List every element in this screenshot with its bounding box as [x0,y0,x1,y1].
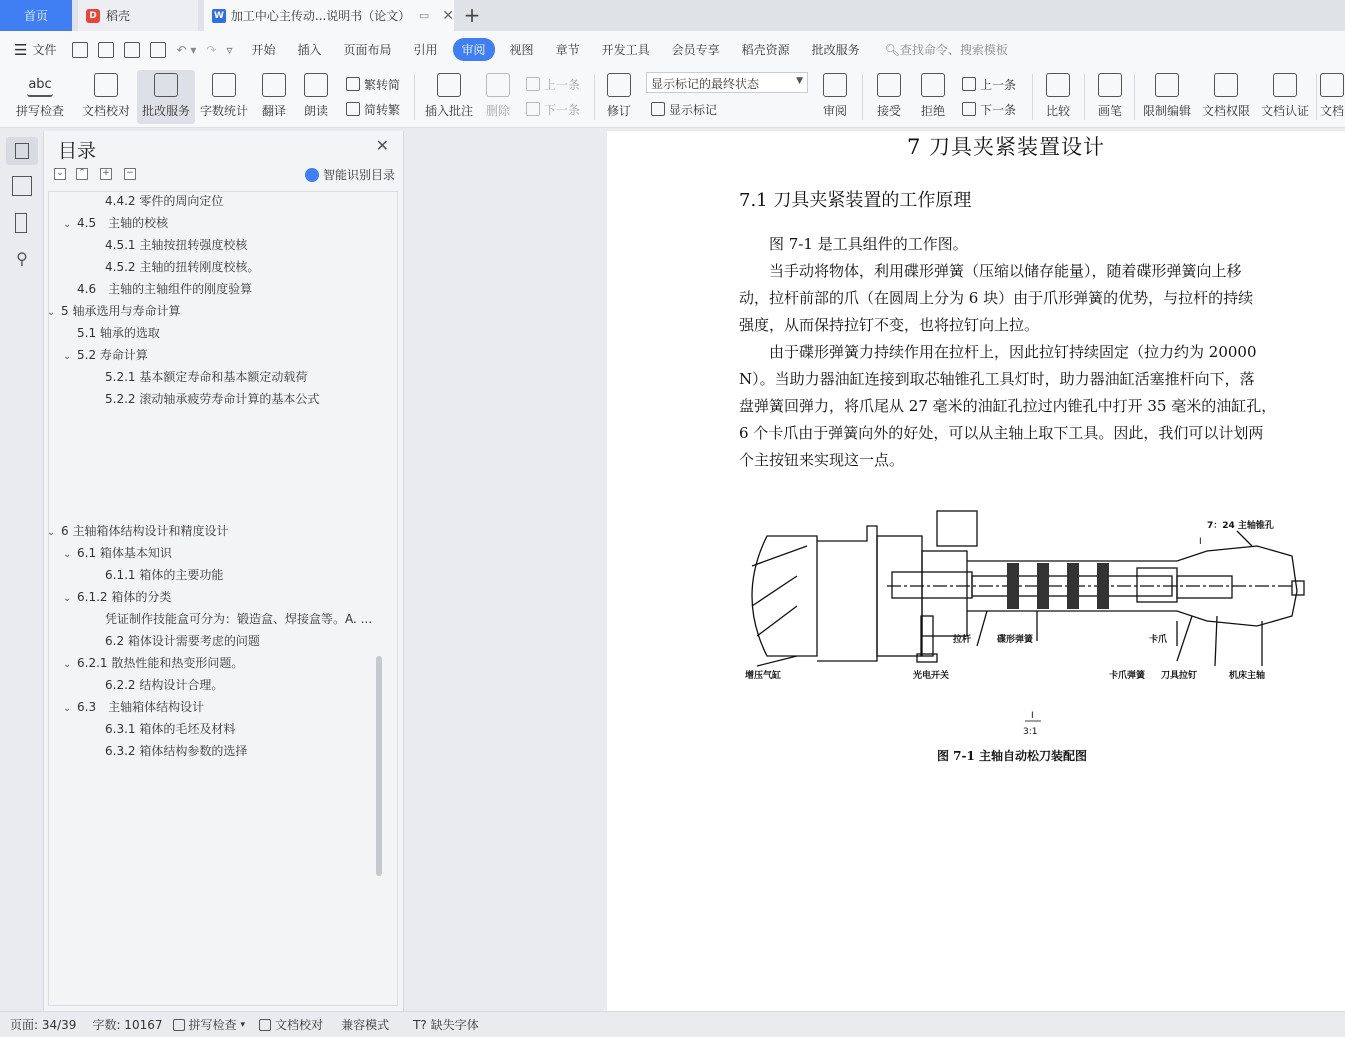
delete-comment-label: 删除 [485,104,510,118]
pen-button[interactable] [1090,70,1130,124]
menu-bar [0,31,1345,68]
menu-layout[interactable]: 页面布局 [343,43,392,57]
chevron-down-icon[interactable]: ⌄ [63,703,72,714]
expand-all-icon[interactable]: ⌃ [76,168,88,180]
label-tool-pin: 刀具拉钉 [1161,671,1198,681]
missing-font-status[interactable] [413,1016,479,1033]
chevron-down-icon[interactable]: ⌄ [63,659,72,670]
toc-item[interactable] [105,676,223,694]
doc-cert-button[interactable] [1258,70,1312,124]
read-aloud-icon [304,73,328,97]
toc-scrollbar[interactable] [376,656,382,876]
simplified-to-traditional-label: 简转繁 [364,102,401,117]
label-taper-hole: 7：24 主轴锥孔 [1207,521,1274,531]
toc-list [48,191,398,1006]
spindle-assembly-figure [737,506,1317,726]
toc-item[interactable] [47,522,228,540]
menu-view[interactable]: 视图 [509,43,534,57]
next-comment-button[interactable] [526,99,580,119]
toc-item-label: 6.1.1 箱体的主要功能 [105,568,224,582]
section-heading: 7.1 刀具夹紧装置的工作原理 [739,190,972,211]
toc-item-label: 4.5.2 主轴的扭转刚度校核。 [105,260,260,274]
paragraph-line: 盘弹簧回弹力，将爪尾从 27 毫米的油缸孔拉过内锥孔中打开 35 毫米的油缸孔， [739,397,1277,415]
toc-pane-button[interactable] [6,137,38,165]
toc-item[interactable] [105,742,247,760]
word-count-icon [212,73,236,97]
compat-mode-label: 兼容模式 [341,1018,390,1032]
bookmark-icon[interactable] [15,213,27,233]
next-comment-icon [526,102,540,116]
chapter-heading: 7 刀具夹紧装置设计 [907,135,1106,159]
label-claw: 卡爪 [1149,635,1168,645]
toc-item-label: 5 轴承选用与寿命计算 [61,304,181,318]
document-background [404,131,607,1011]
reject-icon [921,73,945,97]
document-page [607,131,1345,1011]
document-icon [1320,73,1344,97]
spell-check-status[interactable] [173,1016,246,1033]
smart-toc-label: 智能识别目录 [322,168,395,182]
toc-item[interactable] [105,236,247,254]
doc-permission-label: 文档权限 [1201,104,1250,118]
menu-devtools[interactable]: 开发工具 [601,43,650,57]
word-count-label: 字数统计 [199,104,248,118]
toc-item-label: 6.3.1 箱体的毛坯及材料 [105,722,236,736]
menu-insert[interactable]: 插入 [297,43,322,57]
ribbon-separator [1084,74,1085,120]
spindle-assembly-drawing [737,506,1317,726]
prev-comment-icon [526,77,540,91]
compare-label: 比较 [1045,104,1070,118]
prev-change-label: 上一条 [980,77,1017,92]
ribbon-separator [1316,74,1317,120]
word-count-indicator-label: 字数: 10167 [92,1018,163,1032]
restrict-edit-label: 限制编辑 [1142,104,1191,118]
tab-bar [0,0,1345,31]
search-icon: 🔍︎ [884,43,900,57]
collapse-all-icon[interactable]: ⌄ [54,168,66,180]
prev-comment-label: 上一条 [544,77,581,92]
toc-item-label: 6.3.2 箱体结构参数的选择 [105,744,248,758]
show-markup-button[interactable] [651,99,717,119]
spell-check-status-label: 拼写检查 [188,1018,237,1032]
prev-change-button[interactable] [962,74,1016,94]
toc-item-label: 6.2.1 散热性能和热变形问题。 [77,656,244,670]
tab-home-label: 首页 [23,9,48,23]
ribbon-separator [862,74,863,120]
page-indicator[interactable] [10,1016,76,1033]
toc-title: 目录 [58,140,97,162]
doc-more-button[interactable] [1320,70,1345,124]
toc-item[interactable] [105,368,307,386]
pen-icon [1098,73,1122,97]
translate-label: 翻译 [261,104,286,118]
paragraph-line: 由于碟形弹簧力持续作用在拉杆上，因此拉钉持续固定（拉力约为 20000 [739,343,1257,361]
traditional-to-simplified-button[interactable] [346,74,400,94]
show-markup-icon [651,102,665,116]
grading-service-button[interactable] [137,70,195,124]
help-icon: T? [413,1017,427,1032]
ribbon-separator [414,74,415,120]
word-count-indicator[interactable] [92,1016,162,1033]
ribbon-separator [1134,74,1135,120]
spell-check-button[interactable] [8,70,72,124]
chevron-down-icon[interactable]: ⌄ [63,219,72,230]
add-heading-icon[interactable]: + [100,168,112,180]
paragraph-line: 图 7-1 是工具组件的工作图。 [739,235,968,253]
tab-document[interactable] [204,0,454,31]
revise-button[interactable] [600,70,638,124]
scale-ratio: 3:1 [1023,727,1038,737]
toc-icon [15,143,29,159]
chevron-down-icon[interactable]: ⌄ [47,527,56,538]
paragraph-line: 当手动将物体，利用碟形弹簧（压缩以储存能量），随着碟形弹簧向上移 [739,262,1242,280]
certificate-icon [1273,73,1297,97]
status-bar [0,1011,1345,1037]
toc-item[interactable] [105,610,372,628]
toc-item[interactable] [77,324,160,342]
traditional-to-simplified-label: 繁转简 [364,77,401,92]
smart-toc-button[interactable] [305,166,395,183]
label-scale-top: Ⅰ [1031,711,1034,721]
command-search[interactable] [885,41,1008,58]
label-roman-one: Ⅰ [1199,537,1202,547]
new-tab-button[interactable]: + [463,3,481,27]
simplified-to-traditional-button[interactable] [346,99,400,119]
doc-proof-icon [94,73,118,97]
doc-cert-label: 文档认证 [1260,104,1309,118]
chevron-down-icon: ▾ [240,1019,246,1030]
toc-item[interactable] [63,214,168,232]
paragraph-line: 强度，从而保持拉钉不变，也将拉钉向上拉。 [739,316,1040,334]
next-change-button[interactable] [962,99,1016,119]
chevron-down-icon[interactable]: ⌄ [63,593,72,604]
toc-item[interactable] [105,192,223,210]
revise-icon [607,73,631,97]
doc-proof-status[interactable] [259,1016,323,1033]
toc-item-label: 6.2.2 结构设计合理。 [105,678,224,692]
figure-caption: 图 7-1 主轴自动松刀装配图 [937,749,1088,763]
markup-state-select[interactable] [646,72,808,93]
reject-button[interactable] [914,70,952,124]
toc-item[interactable] [105,390,319,408]
read-aloud-label: 朗读 [303,104,328,118]
toc-item-label: 6.2 箱体设计需要考虑的问题 [105,634,260,648]
revise-label: 修订 [606,104,631,118]
toc-item[interactable] [77,280,252,298]
insert-comment-button[interactable] [422,70,476,124]
menu-file[interactable]: 文件 [32,43,57,57]
doc-proof-status-label: 文档校对 [275,1018,324,1032]
next-comment-label: 下一条 [544,102,581,117]
toc-item-label: 凭证制作技能盒可分为：锻造盒、焊接盒等。A. ... [105,612,373,626]
docer-logo-icon: D [86,9,100,23]
command-search-placeholder: 查找命令、搜索模板 [899,43,1008,57]
prev-change-icon [962,77,976,91]
word-count-button[interactable] [198,70,250,124]
paragraph-line: 个主按钮来实现这一点。 [739,451,905,469]
accept-button[interactable] [870,70,908,124]
accept-icon [877,73,901,97]
spell-check-icon: abc [27,75,53,97]
toc-item-label: 4.4.2 零件的周向定位 [105,194,224,208]
menu-chapter[interactable]: 章节 [555,43,580,57]
compare-button[interactable] [1038,70,1078,124]
menu-reference[interactable]: 引用 [413,43,438,57]
doc-proof-button[interactable] [76,70,136,124]
navigation-icon[interactable] [12,176,32,196]
permission-icon [1214,73,1238,97]
label-pull-rod: 拉杆 [953,635,972,645]
close-icon[interactable]: ✕ [375,136,389,155]
smart-toc-icon [305,168,319,182]
remove-heading-icon[interactable]: − [124,168,136,180]
toc-item[interactable] [63,654,243,672]
convert-icon [346,102,360,116]
toc-item-label: 6.1.2 箱体的分类 [77,590,172,604]
paragraph-line: 动，拉杆前部的爪（在圆周上分为 6 块）由于爪形弹簧的优势，与拉杆的持续 [739,289,1254,307]
restrict-edit-button[interactable] [1140,70,1194,124]
search-icon[interactable]: ⚲ [16,249,28,268]
label-boost-cylinder: 增压气缸 [745,671,782,681]
prev-comment-button[interactable] [526,74,580,94]
label-disc-spring: 碟形弹簧 [997,635,1034,645]
toc-item-label: 5.2.2 滚动轴承疲劳寿命计算的基本公式 [105,392,320,406]
close-tab-icon[interactable]: ✕ [442,7,454,24]
export-icon[interactable] [98,42,114,58]
save-icon[interactable] [72,42,88,58]
review-pane-icon [823,73,847,97]
preview-icon[interactable] [150,42,166,58]
undo-icon[interactable]: ↶ ▾ [176,42,197,57]
spell-check-label: 拼写检查 [15,104,64,118]
toc-item-label: 6 主轴箱体结构设计和精度设计 [61,524,229,538]
accept-label: 接受 [876,104,901,118]
translate-button[interactable] [255,70,293,124]
grading-service-label: 批改服务 [141,104,190,118]
delete-comment-icon [486,73,510,97]
tab-docer-label: 稻壳 [106,9,131,23]
left-rail [0,131,44,1011]
label-claw-spring: 卡爪弹簧 [1109,671,1146,681]
chevron-down-icon[interactable]: ⌄ [63,549,72,560]
chevron-down-icon[interactable]: ⌄ [63,351,72,362]
toc-item[interactable] [63,544,172,562]
next-change-icon [962,102,976,116]
doc-more-label: 文档 [1320,104,1345,118]
toc-item-label: 6.1 箱体基本知识 [77,546,172,560]
toc-item[interactable] [105,632,260,650]
toc-item[interactable] [47,302,180,320]
toc-item[interactable] [105,566,223,584]
chevron-down-icon[interactable]: ⌄ [47,307,56,318]
toc-item[interactable] [105,258,259,276]
window-icon[interactable]: ▭ [418,9,430,22]
next-change-label: 下一条 [980,102,1017,117]
customize-icon[interactable]: ▿ [226,42,233,57]
toc-item[interactable] [105,720,235,738]
paragraph-line: 6 个卡爪由于弹簧向外的好处，可以从主轴上取下工具。因此，我们可以计划两 [739,424,1264,442]
menu-review[interactable]: 审阅 [453,38,495,61]
print-icon[interactable] [124,42,140,58]
tab-home[interactable] [0,0,72,31]
show-markup-label: 显示标记 [669,102,718,117]
toc-item-label: 5.2.1 基本额定寿命和基本额定动载荷 [105,370,308,384]
insert-comment-label: 插入批注 [424,104,473,118]
toc-panel [44,131,404,1011]
review-pane-label: 审阅 [822,104,847,118]
doc-proof-label: 文档校对 [81,104,130,118]
toc-item-label: 4.5.1 主轴按扭转强度校核 [105,238,248,252]
toc-item-label: 5.1 轴承的选取 [77,326,160,340]
missing-font-label: 缺失字体 [430,1018,479,1032]
translate-icon [262,73,286,97]
toc-item-label: 4.6 主轴的主轴组件的刚度验算 [77,282,253,296]
hamburger-icon[interactable]: ☰ [14,40,28,59]
doc-permission-button[interactable] [1199,70,1253,124]
menu-member[interactable]: 会员专享 [671,43,720,57]
lock-icon [1155,73,1179,97]
paragraph-line: N）。当助力器油缸连接到取芯轴锥孔工具灯时，助力器油缸活塞推杆向下，落 [739,370,1255,388]
read-aloud-button[interactable] [297,70,335,124]
toc-item-label: 5.2 寿命计算 [77,348,148,362]
pen-label: 画笔 [1097,104,1122,118]
chevron-down-icon: ▼ [796,76,803,86]
check-icon [173,1019,185,1031]
ribbon-separator [1032,74,1033,120]
delete-comment-button[interactable] [480,70,516,124]
writer-logo-icon: W [213,10,224,21]
review-pane-button[interactable] [816,70,854,124]
insert-comment-icon [437,73,461,97]
reject-label: 拒绝 [920,104,945,118]
markup-state-value: 显示标记的最终状态 [651,77,760,91]
convert-icon [346,77,360,91]
label-photo-switch: 光电开关 [913,671,950,681]
toc-item[interactable] [63,346,148,364]
menu-grading[interactable]: 批改服务 [811,43,860,57]
ribbon-separator [594,74,595,120]
proof-icon [259,1019,271,1031]
compat-mode-status [341,1016,389,1033]
page-indicator-label: 页面: 34/39 [10,1018,77,1032]
tab-document-label: 加工中心主传动...说明书（论文） [230,9,411,23]
toc-item-label: 4.5 主轴的校核 [77,216,169,230]
toc-item[interactable] [63,588,171,606]
redo-icon[interactable]: ↷ [206,42,217,57]
tab-docer[interactable] [78,0,198,31]
review-ribbon [0,68,1345,128]
menu-start[interactable]: 开始 [251,43,276,57]
grading-service-icon [154,73,178,97]
toc-item-label: 6.3 主轴箱体结构设计 [77,700,205,714]
menu-docer-resources[interactable]: 稻壳资源 [741,43,790,57]
label-machine-spindle: 机床主轴 [1229,671,1266,681]
toc-item[interactable] [63,698,204,716]
compare-icon [1046,73,1070,97]
